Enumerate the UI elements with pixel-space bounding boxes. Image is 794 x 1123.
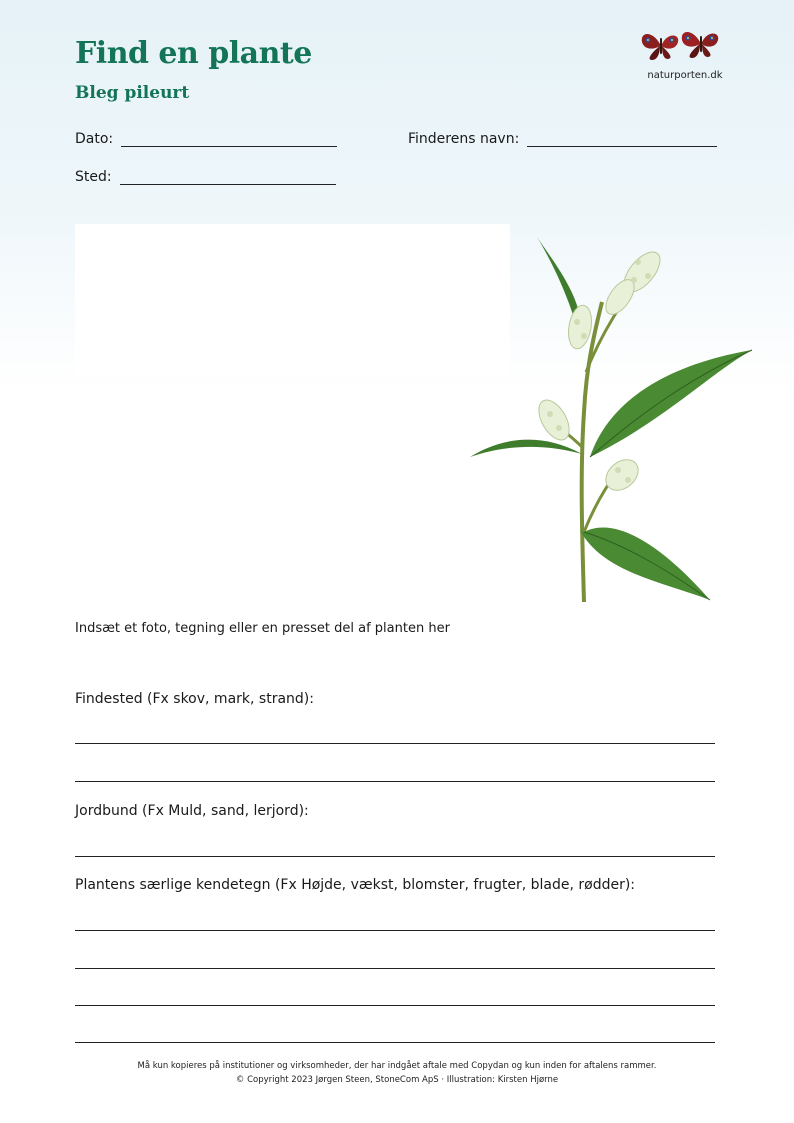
- footer-license: Må kun kopieres på institutioner og virksomheder, der har indgået aftale med Copydan og kun inden for aftalens rammer.: [137, 1061, 657, 1071]
- logo-text: naturporten.dk: [647, 70, 723, 81]
- answer-line[interactable]: [75, 968, 715, 969]
- finder-line[interactable]: [527, 133, 717, 147]
- date-label: Dato:: [75, 131, 114, 147]
- finder-label: Finderens navn:: [408, 131, 520, 147]
- answer-line[interactable]: [75, 1005, 715, 1006]
- plant-illustration: [462, 232, 762, 604]
- question-kendetegn: Plantens særlige kendetegn (Fx Højde, vækst, blomster, frugter, blade, rødder):: [75, 877, 636, 893]
- place-field: [75, 169, 336, 185]
- place-line[interactable]: [120, 171, 336, 185]
- finder-field: [408, 131, 717, 147]
- footer-copyright: © Copyright 2023 Jørgen Steen, StoneCom ApS · Illustration: Kirsten Hjørne: [235, 1075, 559, 1085]
- answer-line[interactable]: [75, 856, 715, 857]
- question-jordbund: Jordbund (Fx Muld, sand, lerjord):: [75, 803, 309, 819]
- answer-line[interactable]: [75, 743, 715, 744]
- answer-line[interactable]: [75, 1042, 715, 1043]
- photo-instruction: Indsæt et foto, tegning eller en presset del af planten her: [75, 621, 450, 636]
- date-field: [75, 131, 337, 147]
- answer-line[interactable]: [75, 930, 715, 931]
- page-title: Find en plante: [75, 36, 312, 71]
- answer-line[interactable]: [75, 781, 715, 782]
- date-line[interactable]: [121, 133, 337, 147]
- photo-area: [75, 224, 510, 376]
- place-label: Sted:: [75, 169, 112, 185]
- butterfly-icon: [636, 24, 726, 62]
- question-findested: Findested (Fx skov, mark, strand):: [75, 691, 314, 707]
- plant-name: Bleg pileurt: [75, 83, 190, 103]
- logo: [630, 24, 740, 88]
